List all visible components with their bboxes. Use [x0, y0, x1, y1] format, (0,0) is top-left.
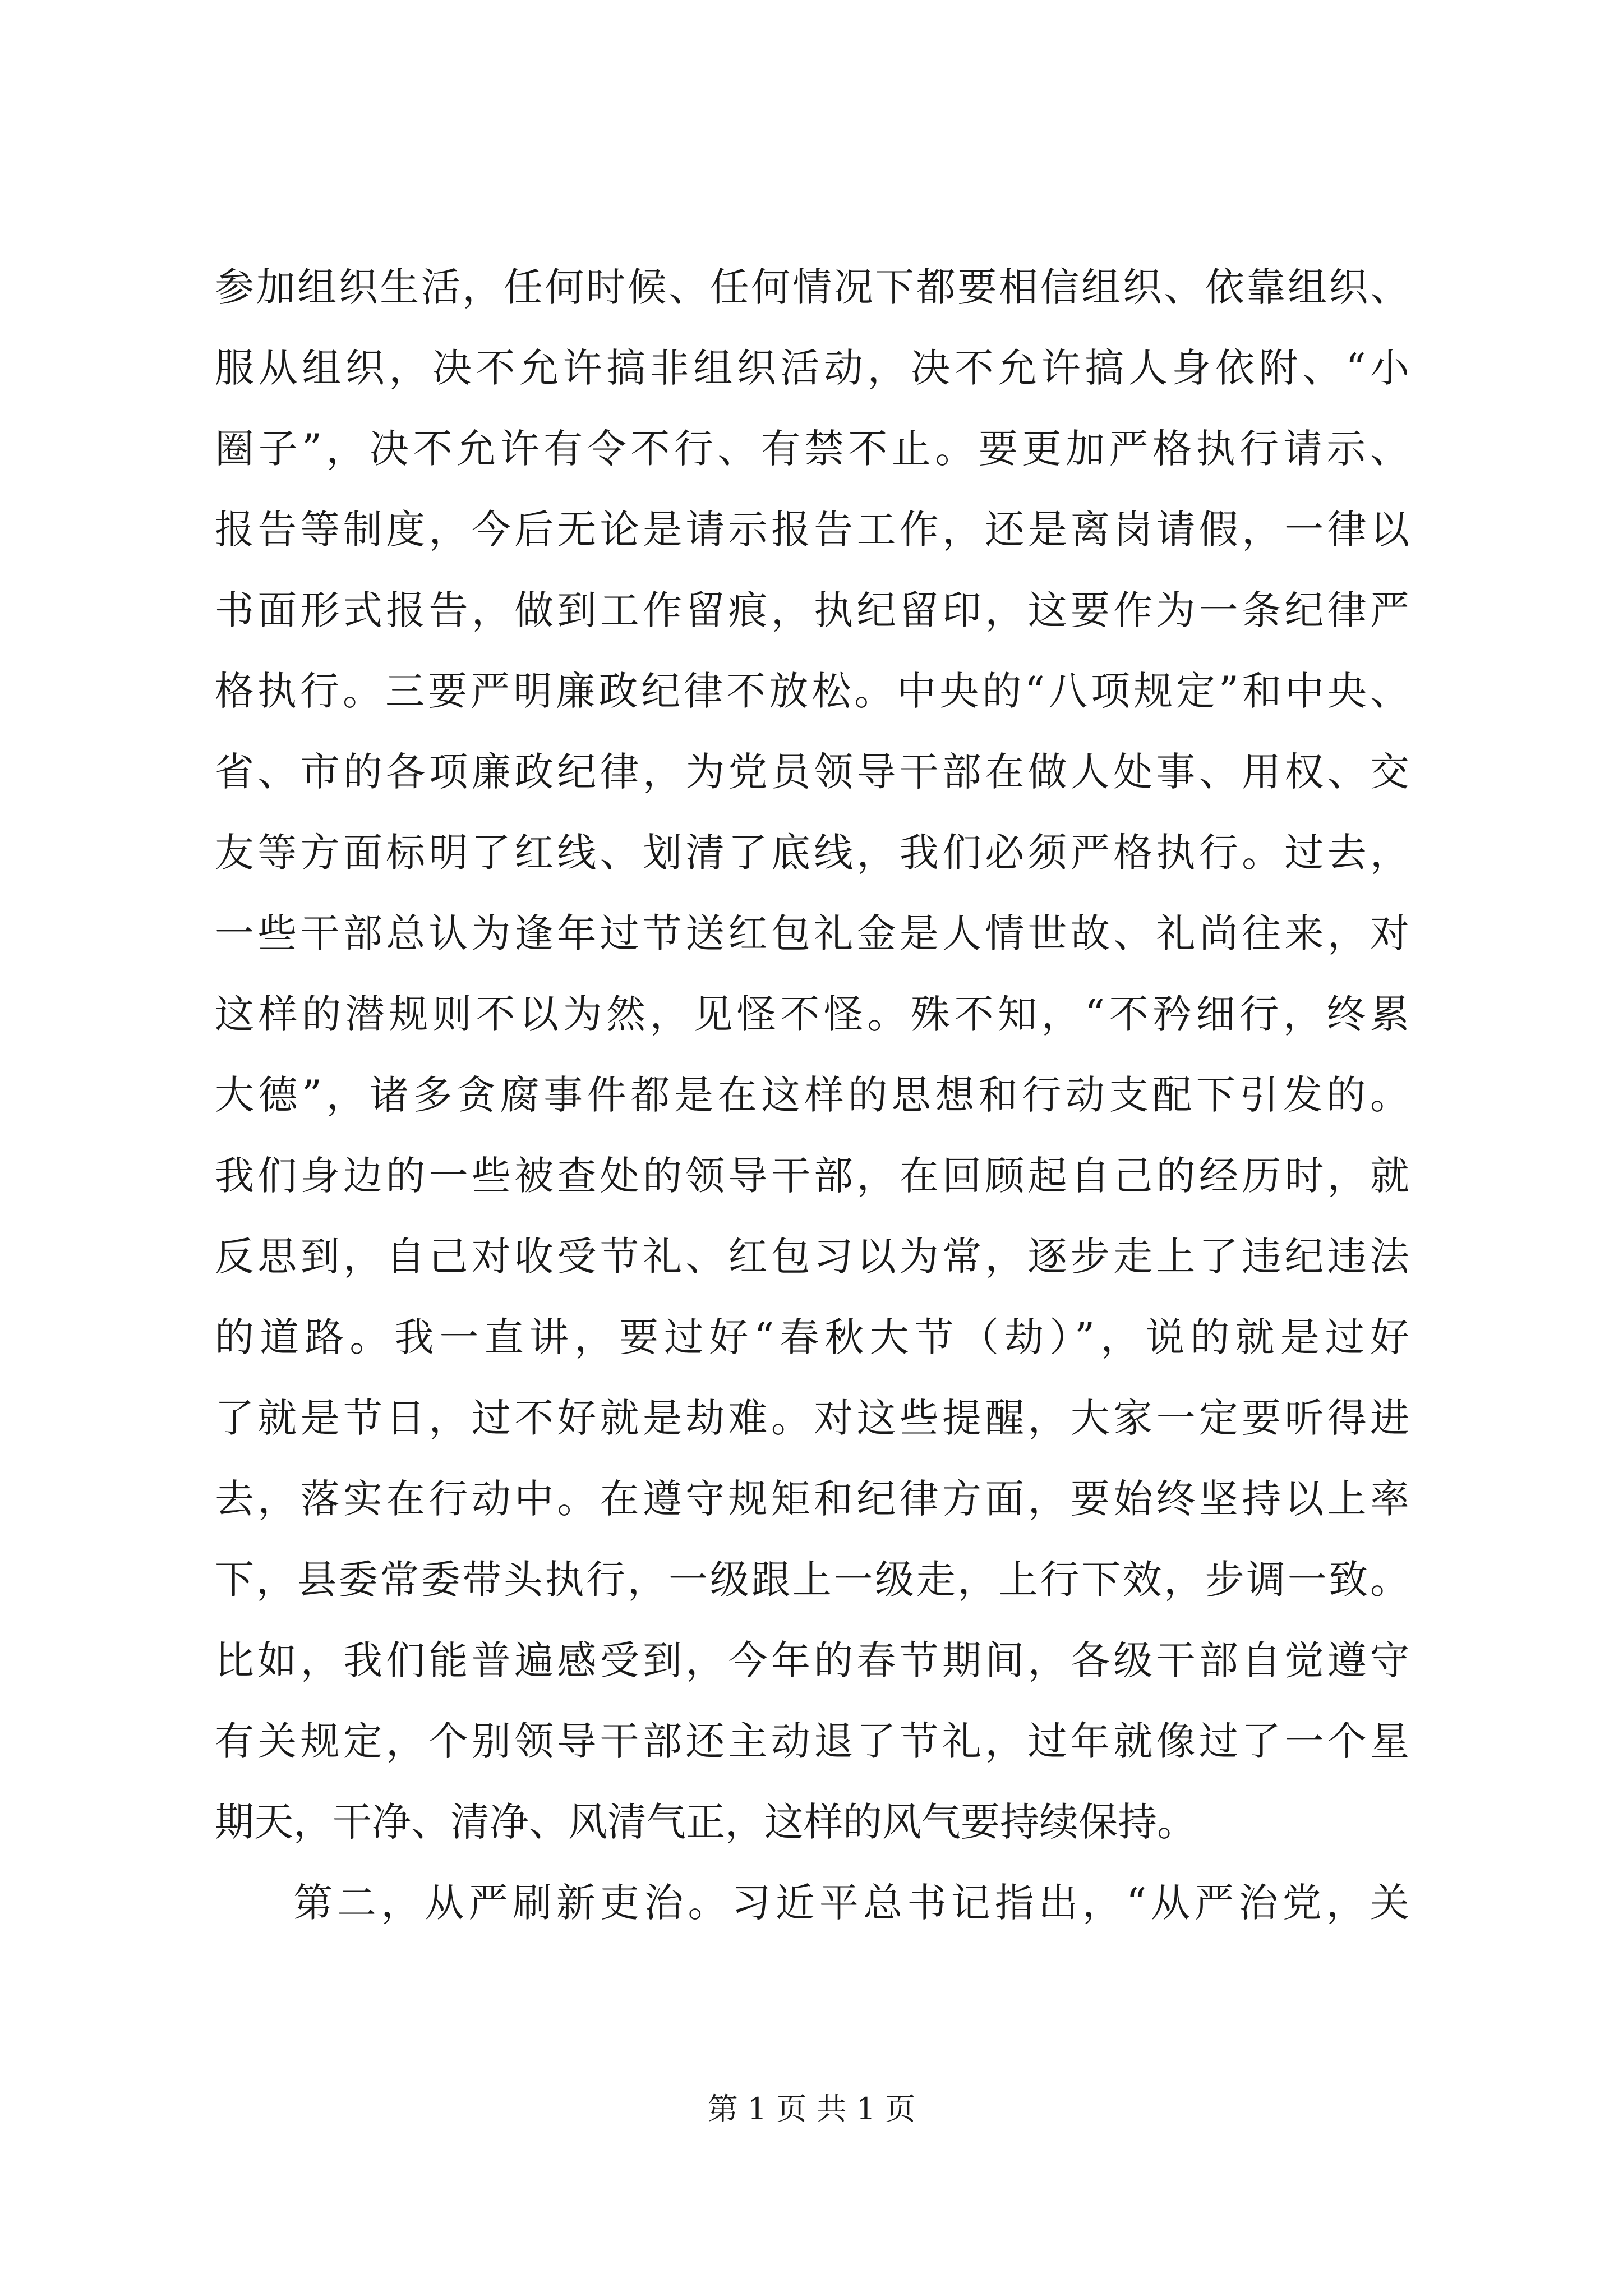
text-line: 反思到，自己对收受节礼、红包习以为常，逐步走上了违纪违法: [215, 1234, 1409, 1280]
text-line: 下，县委常委带头执行，一级跟上一级走，上行下效，步调一致。: [215, 1557, 1409, 1603]
text-line: 去，落实在行动中。在遵守规矩和纪律方面，要始终坚持以上率: [215, 1476, 1409, 1522]
text-line: 服从组织，决不允许搞非组织活动，决不允许搞人身依附、“小: [215, 345, 1409, 391]
text-line: 圈子”，决不允许有令不行、有禁不止。要更加严格执行请示、: [215, 426, 1409, 472]
paragraph-start-line: 第二，从严刷新吏治。习近平总书记指出，“从严治党，关: [293, 1880, 1409, 1926]
text-line: 了就是节日，过不好就是劫难。对这些提醒，大家一定要听得进: [215, 1395, 1409, 1441]
paragraph-end-line: 期天，干净、清净、风清气正，这样的风气要持续保持。: [215, 1799, 1196, 1845]
text-line: 这样的潜规则不以为然，见怪不怪。殊不知，“不矜细行，终累: [215, 991, 1409, 1037]
text-line: 报告等制度，今后无论是请示报告工作，还是离岗请假，一律以: [215, 507, 1409, 553]
text-line: 格执行。三要严明廉政纪律不放松。中央的“八项规定”和中央、: [215, 668, 1409, 714]
text-line: 大德”，诸多贪腐事件都是在这样的思想和行动支配下引发的。: [215, 1072, 1409, 1118]
text-line: 友等方面标明了红线、划清了底线，我们必须严格执行。过去，: [215, 830, 1409, 876]
text-line: 一些干部总认为逢年过节送红包礼金是人情世故、礼尚往来，对: [215, 910, 1409, 956]
text-line: 有关规定，个别领导干部还主动退了节礼，过年就像过了一个星: [215, 1718, 1409, 1764]
text-line: 比如，我们能普遍感受到，今年的春节期间，各级干部自觉遵守: [215, 1637, 1409, 1683]
body-text: [215, 247, 1409, 1943]
page-footer: 第 1 页 共 1 页: [707, 2091, 916, 2127]
text-line: 参加组织生活，任何时候、任何情况下都要相信组织、依靠组织、: [215, 264, 1409, 310]
text-line: 的道路。我一直讲，要过好“春秋大节（劫）”，说的就是过好: [215, 1314, 1409, 1360]
text-line: 书面形式报告，做到工作留痕，执纪留印，这要作为一条纪律严: [215, 587, 1409, 633]
text-line: 我们身边的一些被查处的领导干部，在回顾起自己的经历时，就: [215, 1153, 1409, 1199]
text-line: 省、市的各项廉政纪律，为党员领导干部在做人处事、用权、交: [215, 749, 1409, 795]
